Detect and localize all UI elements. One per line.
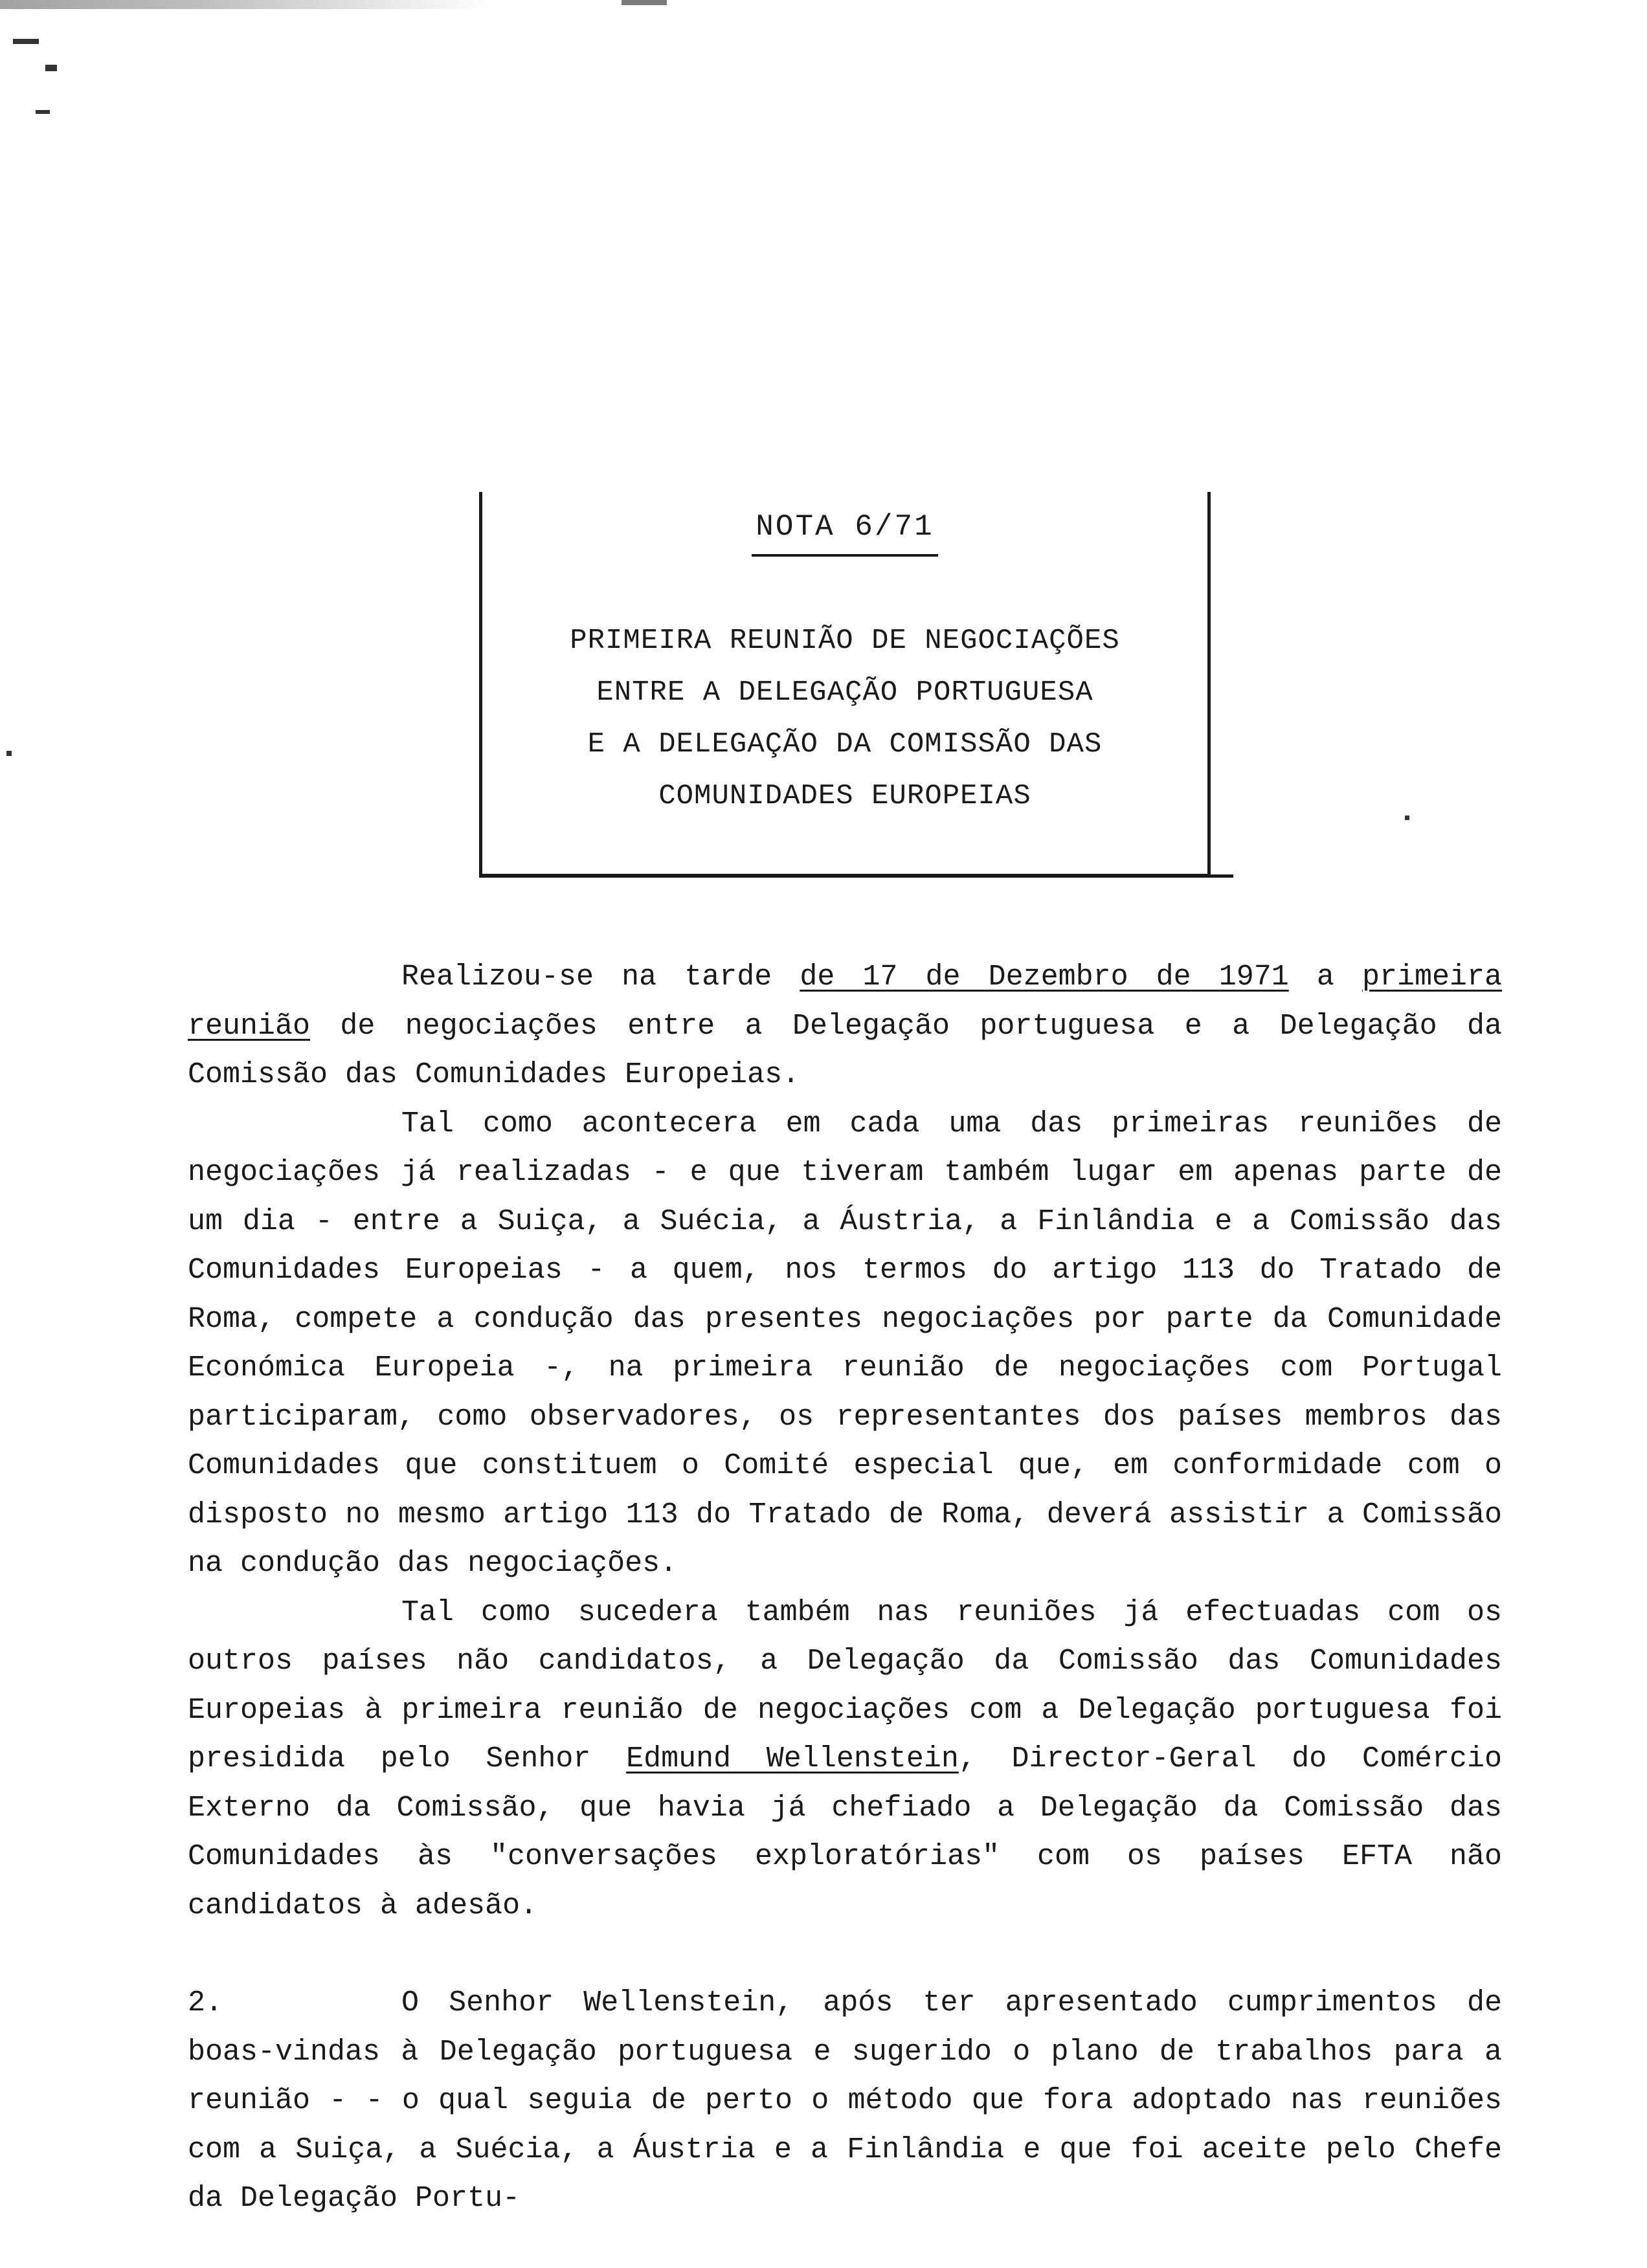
paragraph: Tal como sucedera também nas reuniões já efectuadas com os outros países não candidatos, a Delegação da Comissão das Comunidades Europeias à primeira reunião de negociações com a Delegação portuguesa foi presidida pelo Senhor Edmund Wellenstein, Director-Geral do Comércio Externo da Comissão, que havia já chefiado a Delegação da Comissão das Comunidades às "conversações exploratórias" com os países EFTA não candidatos à adesão. — [188, 1595, 1502, 1922]
scan-edge-mark — [622, 0, 667, 5]
meeting-date: de 17 de Dezembro de 1971 — [800, 961, 1289, 994]
document-number: NOTA 6/71 — [482, 510, 1207, 557]
scan-edge-smudge — [0, 0, 492, 9]
scan-speck — [36, 110, 50, 114]
section-2 — [188, 1979, 1502, 2223]
heading-box — [479, 492, 1211, 878]
title-line: COMUNIDADES EUROPEIAS — [658, 780, 1031, 812]
document-body — [188, 953, 1502, 2252]
person-name: Edmund Wellenstein — [626, 1742, 959, 1775]
emphasis: primeira reunião — [188, 961, 1503, 1043]
title-line: E A DELEGAÇÃO DA COMISSÃO DAS — [587, 728, 1103, 761]
section-number: 2. — [188, 1986, 223, 2019]
scan-speck — [13, 39, 39, 44]
section-text: O Senhor Wellenstein, após ter apresentado cumprimentos de boas-vindas à Delegação portuguesa e sugerido o plano de trabalhos para a reunião - - o qual seguia de perto o método que fora adoptado nas reuniões com a Suiça, a Suécia, a Áustria e a Finlândia e que foi aceite pelo Chefe da Delegação Portu- — [188, 1986, 1502, 2215]
document-title — [482, 615, 1207, 822]
paragraph: Realizou-se na tarde de 17 de Dezembro de 1971 a primeira reunião de negociações entre a Delegação portuguesa e a Delegação da Comissão das Comunidades Europeias. — [188, 961, 1503, 1091]
scan-speck — [1405, 816, 1409, 820]
scan-speck — [45, 65, 57, 71]
title-line: ENTRE A DELEGAÇÃO PORTUGUESA — [596, 676, 1093, 709]
scan-speck — [6, 751, 12, 756]
paragraph: Tal como acontecera em cada uma das primeiras reuniões de negociações já realizadas - e que tiveram também lugar em apenas parte de um dia - entre a Suiça, a Suécia, a Áustria, a Finlândia e a Comissão das Comunidades Europeias - a quem, nos termos do artigo 113 do Tratado de Roma, compete a condução das presentes negociações por parte da Comunidade Económica Europeia -, na primeira reunião de negociações com Portugal participaram, como observadores, os representantes dos países membros das Comunidades que constituem o Comité especial que, em conformidade com o disposto no mesmo artigo 113 do Tratado de Roma, deverá assistir a Comissão na condução das negociações. — [188, 1107, 1502, 1580]
title-line: PRIMEIRA REUNIÃO DE NEGOCIAÇÕES — [570, 625, 1120, 657]
